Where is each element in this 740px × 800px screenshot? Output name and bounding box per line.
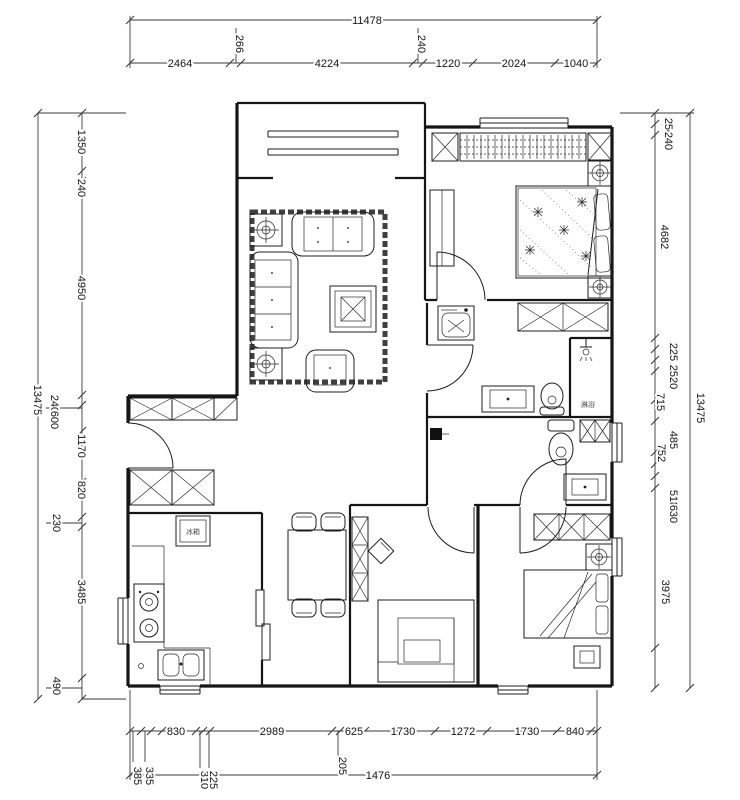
armchair (306, 350, 354, 392)
dining-table (288, 530, 346, 600)
bedroom1-door (437, 252, 485, 300)
interior-walls (128, 180, 612, 686)
dim-left-8: 3485 (75, 579, 87, 605)
bath2-cabinets (580, 420, 610, 442)
doors (128, 252, 566, 660)
living-room (250, 212, 385, 392)
dim-bottom-overall: 1476 (365, 770, 391, 782)
dim-right-overall: 13475 (694, 392, 706, 424)
bath2-door (520, 459, 566, 505)
balcony-window (268, 131, 398, 155)
dim-bottom-off-4: 205 (336, 756, 348, 776)
fridge-label: 冰箱 (186, 529, 200, 536)
dim-bottom-6: 840 (565, 726, 585, 738)
dim-right-5: 715 (654, 392, 666, 412)
dim-left-6: 820 (75, 480, 87, 500)
dim-left-2: 4950 (75, 275, 87, 301)
dim-bottom-off-1: 335 (143, 766, 155, 786)
dim-right-6: 485 (667, 430, 679, 450)
study-wardrobe-column (352, 517, 368, 601)
loveseat (292, 212, 374, 256)
dim-left-overall: 13475 (31, 384, 43, 416)
dim-bottom-3: 1730 (390, 726, 416, 738)
dim-bottom-0: 830 (166, 726, 186, 738)
dim-left-7: 230 (50, 513, 62, 533)
dim-bottom-4: 1272 (450, 726, 476, 738)
chair (292, 513, 316, 531)
dim-right-1: 240 (662, 131, 674, 151)
dim-top-6: 1040 (563, 58, 589, 70)
vanity-lower (564, 474, 606, 500)
outer-walls (128, 103, 612, 686)
bath-cabinet-band (518, 303, 608, 331)
bathroom-lower (430, 420, 610, 500)
study (352, 517, 474, 682)
toilet-lower (548, 420, 574, 465)
dim-bottom-off-2: 310 (198, 770, 210, 790)
end-table-top (250, 214, 282, 246)
dim-left-9: 490 (50, 676, 62, 696)
dim-left-0: 1350 (75, 129, 87, 155)
dim-top-4: 1220 (435, 58, 461, 70)
dim-right-4: 2520 (667, 364, 679, 390)
dim-right-0: 250 (662, 117, 674, 137)
toilet-upper (540, 383, 564, 415)
sofa (250, 252, 298, 348)
faucet-box (430, 428, 442, 440)
side-table-bedroom2 (574, 646, 600, 668)
dim-right-10: 3975 (659, 579, 671, 605)
dim-bottom-5: 1730 (514, 726, 540, 738)
nightstand-top (588, 160, 612, 186)
bottom-window-1 (160, 686, 200, 694)
bed-2 (524, 570, 612, 638)
dim-bottom-2: 625 (344, 726, 364, 738)
dim-right-7: 752 (655, 443, 667, 463)
right-window-2 (612, 538, 622, 576)
right-window-1 (612, 423, 622, 462)
kitchen-sink (158, 650, 204, 680)
desk (378, 600, 474, 682)
bedroom1-top-window (480, 118, 568, 128)
nightstand-bottom (588, 276, 612, 298)
dim-top-1: 266 (233, 34, 245, 54)
study-door (428, 507, 474, 553)
windows (118, 118, 622, 694)
coffee-table (330, 286, 376, 332)
left-window (118, 598, 128, 644)
end-table-bottom (250, 348, 282, 380)
shower-head (580, 338, 592, 361)
balcony-walls (237, 103, 425, 180)
wall-cabinet (430, 190, 454, 266)
dim-right-8: 518 (667, 489, 679, 509)
dim-left-4: 600 (48, 410, 60, 430)
dim-top-overall: 11478 (352, 15, 382, 27)
master-bedroom (430, 133, 612, 298)
dining (288, 513, 346, 617)
dim-top-3: 240 (415, 34, 427, 54)
entry-cabinets (130, 398, 237, 505)
chair (321, 513, 345, 531)
dim-right-9: 630 (667, 504, 679, 524)
chair (292, 599, 316, 617)
bath1-door (427, 345, 473, 391)
kitchen (132, 516, 210, 686)
dim-left-3: 240 (48, 394, 60, 414)
counter-edge (132, 546, 210, 686)
dim-right-2: 4682 (658, 224, 670, 250)
shower-label: 淋浴 (581, 402, 595, 409)
stove (134, 584, 164, 642)
floor-drain (139, 664, 144, 669)
nightstand-bedroom2 (586, 544, 612, 570)
dim-bottom-off-0: 385 (131, 766, 143, 786)
study-chair (368, 538, 393, 563)
dim-top-0: 2464 (167, 58, 193, 70)
vanity-upper (482, 386, 534, 412)
entry-door (128, 423, 173, 468)
chair (321, 599, 345, 617)
dim-right-3: 225 (667, 342, 679, 362)
dim-bottom-off-3: 225 (207, 770, 219, 790)
bottom-window-2 (498, 686, 528, 694)
dim-left-5: 1170 (75, 434, 87, 458)
bedroom2 (524, 514, 612, 668)
bedroom2-wardrobe-band (534, 514, 610, 540)
dim-top-2: 4224 (314, 58, 340, 70)
bathroom-upper (438, 303, 608, 415)
dim-top-5: 2024 (501, 58, 527, 70)
bed-master (516, 186, 612, 278)
dim-left-1: 240 (75, 178, 87, 198)
dim-bottom-1: 2989 (259, 726, 285, 738)
washing-machine (438, 306, 474, 340)
wardrobe-band (432, 133, 612, 161)
kitchen-sliding-door (256, 590, 270, 660)
